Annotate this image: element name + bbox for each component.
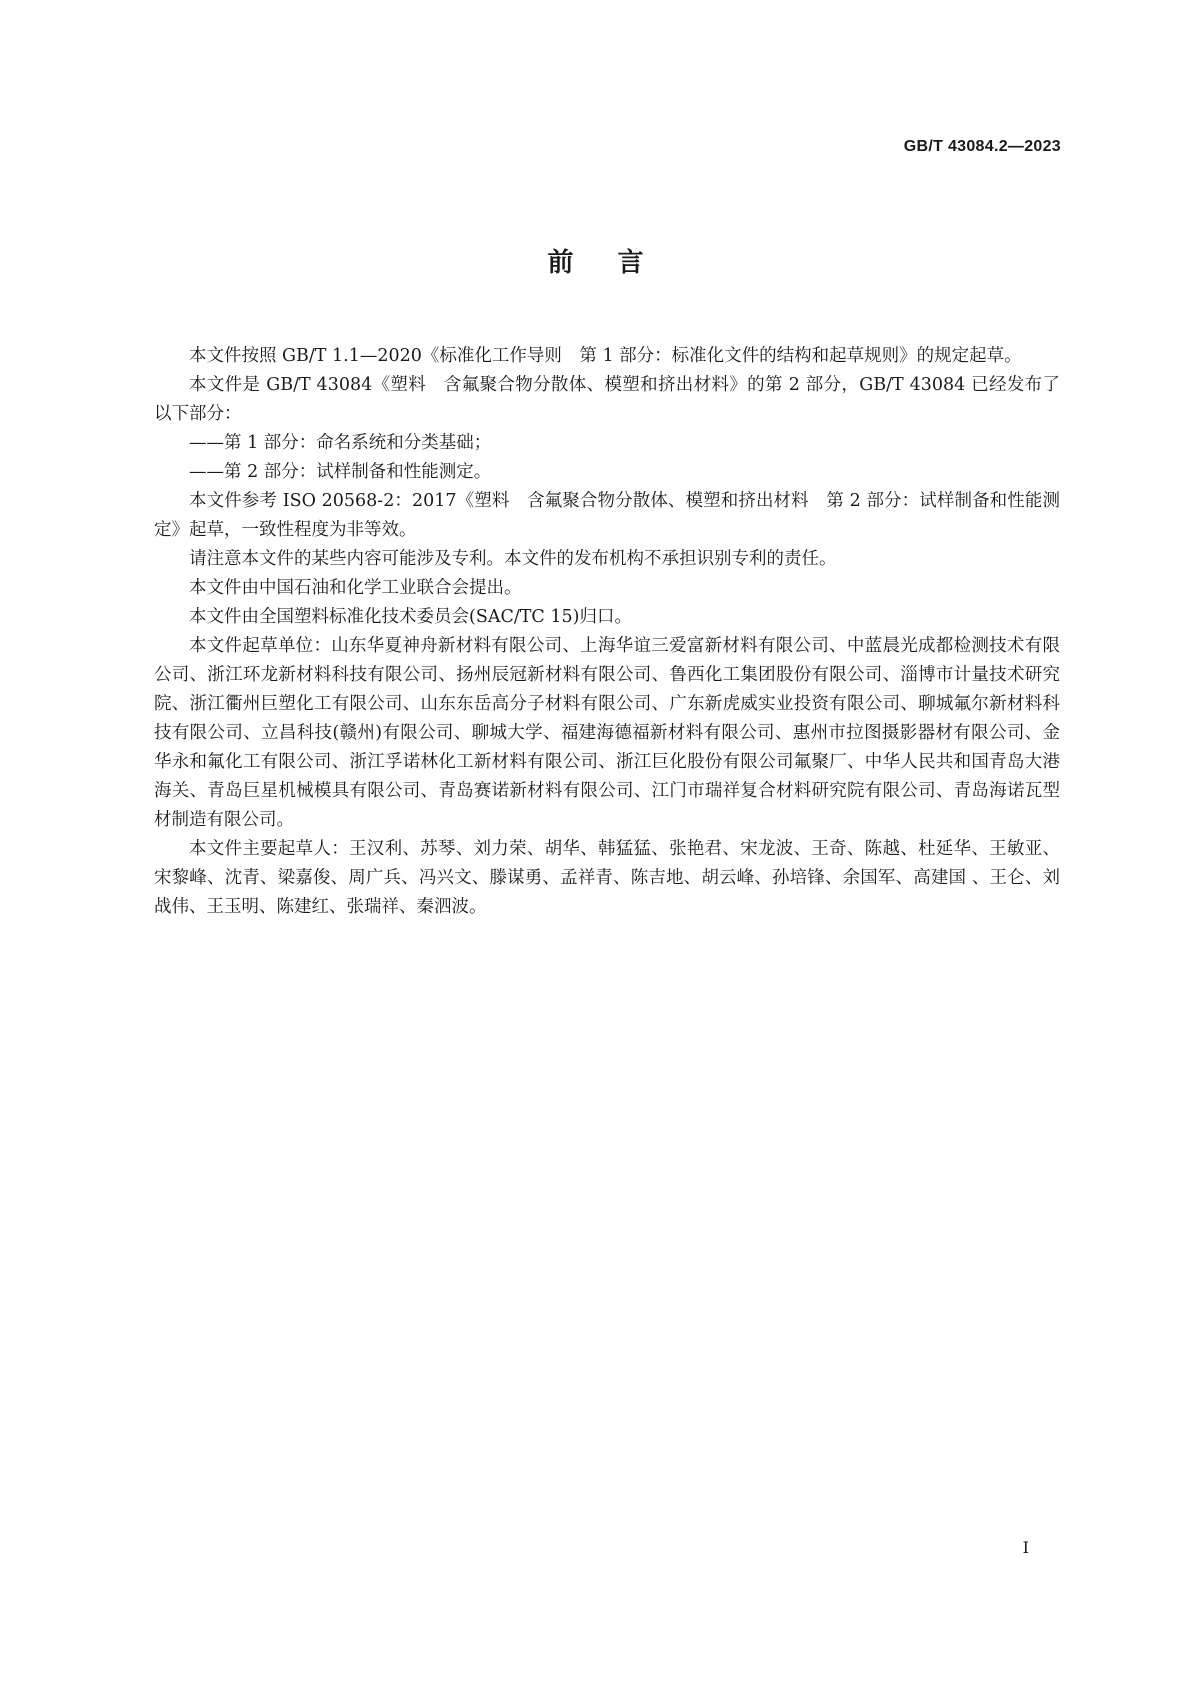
standard-code: GB/T 43084.2—2023	[903, 138, 1061, 155]
list-item-part-2: ——第 2 部分：试样制备和性能测定。	[189, 462, 492, 482]
paragraph-administered-by: 本文件由全国塑料标准化技术委员会(SAC/TC 15)归口。	[189, 607, 632, 627]
paragraph-iso-reference: 本文件参考 ISO 20568-2：2017《塑料 含氟聚合物分散体、模塑和挤出材料 第 2 部分：试样制备和性能测定》起草，一致性程度为非等效。	[154, 491, 1060, 540]
list-item-part-1: ——第 1 部分：命名系统和分类基础；	[189, 433, 492, 453]
page-title: 前言	[547, 248, 688, 278]
foreword-body	[154, 342, 1060, 922]
paragraph-proposed-by: 本文件由中国石油和化学工业联合会提出。	[189, 578, 522, 598]
paragraph-patent-notice: 请注意本文件的某些内容可能涉及专利。本文件的发布机构不承担识别专利的责任。	[189, 549, 837, 569]
paragraph-drafters: 本文件主要起草人：王汉利、苏琴、刘力荣、胡华、韩猛猛、张艳君、宋龙波、王奇、陈越、杜延华、王敏亚、宋黎峰、沈青、梁嘉俊、周广兵、冯兴文、滕谋勇、孟祥青、陈吉地、胡云峰、孙培锋、余国军、高建国 、王仑、刘战伟、王玉明、陈建红、张瑞祥、秦泗波。	[154, 839, 1060, 917]
paragraph-series-parts: 本文件是 GB/T 43084《塑料 含氟聚合物分散体、模塑和挤出材料》的第 2 部分，GB/T 43084 已经发布了以下部分：	[154, 375, 1060, 424]
paragraph-drafting-rules: 本文件按照 GB/T 1.1—2020《标准化工作导则 第 1 部分：标准化文件的结构和起草规则》的规定起草。	[189, 346, 1022, 366]
page-number: I	[1022, 1538, 1029, 1557]
paragraph-drafting-units: 本文件起草单位：山东华夏神舟新材料有限公司、上海华谊三爱富新材料有限公司、中蓝晨光成都检测技术有限公司、浙江环龙新材料科技有限公司、扬州辰冠新材料有限公司、鲁西化工集团股份有限公司、淄博市计量技术研究院、浙江衢州巨塑化工有限公司、山东东岳高分子材料有限公司、广东新虎威实业投资有限公司、聊城氟尔新材料科技有限公司、立昌科技(赣州)有限公司、聊城大学、福建海德福新材料有限公司、惠州市拉图摄影器材有限公司、金华永和氟化工有限公司、浙江孚诺林化工新材料有限公司、浙江巨化股份有限公司氟聚厂、中华人民共和国青岛大港海关、青岛巨星机械模具有限公司、青岛赛诺新材料有限公司、江门市瑞祥复合材料研究院有限公司、青岛海诺瓦型材制造有限公司。	[154, 636, 1060, 830]
